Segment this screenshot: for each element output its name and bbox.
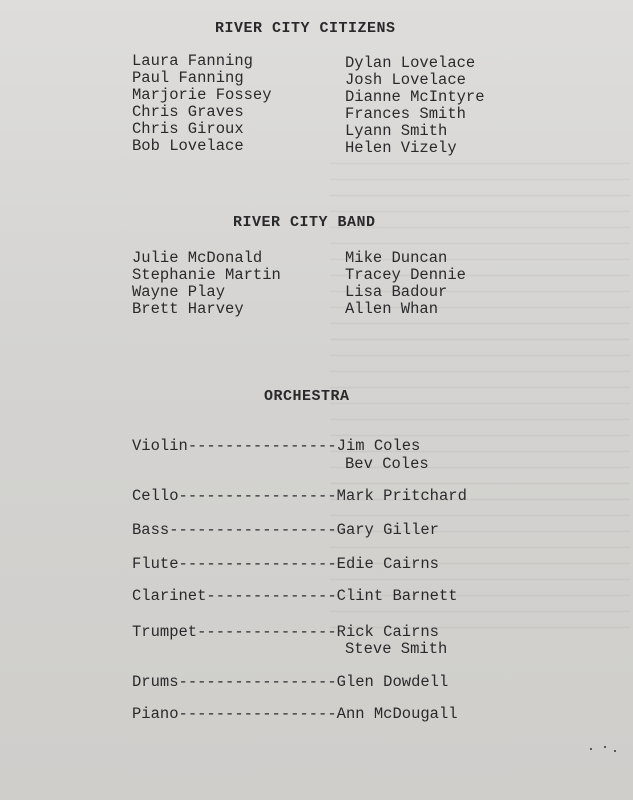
instrument-label: Flute	[132, 555, 179, 573]
player-name: Gary Giller	[336, 521, 439, 539]
player-name: Ann McDougall	[336, 705, 458, 723]
list-item: Mike Duncan	[345, 249, 448, 267]
orchestra-row-clarinet	[132, 588, 458, 605]
player-name-secondary: Bev Coles	[345, 455, 429, 473]
list-item: Laura Fanning	[132, 52, 253, 70]
paper-speck	[604, 746, 606, 748]
player-name: Glen Dowdell	[336, 673, 449, 691]
leader-dashes: ----------------	[187, 437, 337, 455]
player-name: Mark Pritchard	[336, 487, 467, 505]
list-item: Lisa Badour	[345, 283, 448, 301]
instrument-label: Violin	[132, 437, 188, 455]
instrument-label: Piano	[132, 705, 179, 723]
paper-speck	[614, 750, 616, 752]
list-item: Chris Giroux	[132, 120, 244, 138]
list-item: Stephanie Martin	[132, 266, 281, 284]
list-item: Bob Lovelace	[132, 137, 244, 155]
citizens-heading: RIVER CITY CITIZENS	[215, 20, 396, 37]
list-item: Dianne McIntyre	[345, 88, 485, 106]
list-item: Josh Lovelace	[345, 71, 466, 89]
list-item: Helen Vizely	[345, 139, 457, 157]
leader-dashes: ------------------	[169, 521, 337, 539]
orchestra-row-trumpet	[132, 624, 439, 641]
citizens-left-list	[132, 53, 272, 155]
orchestra-row-violin	[132, 438, 420, 455]
instrument-label: Cello	[132, 487, 179, 505]
leader-dashes: -----------------	[178, 555, 337, 573]
leader-dashes: --------------	[206, 587, 337, 605]
list-item: Marjorie Fossey	[132, 86, 272, 104]
leader-dashes: -----------------	[178, 487, 337, 505]
player-name: Clint Barnett	[336, 587, 458, 605]
list-item: Julie McDonald	[132, 249, 263, 267]
orchestra-row-cello	[132, 488, 467, 505]
list-item: Wayne Play	[132, 283, 226, 301]
band-left-list	[132, 250, 281, 318]
player-name: Jim Coles	[336, 437, 421, 455]
list-item: Dylan Lovelace	[345, 54, 476, 72]
player-name: Rick Cairns	[336, 623, 439, 641]
leader-dashes: -----------------	[178, 705, 337, 723]
orchestra-row-flute	[132, 556, 439, 573]
leader-dashes: -----------------	[178, 673, 337, 691]
orchestra-row-drums	[132, 674, 448, 691]
list-item: Lyann Smith	[345, 122, 448, 140]
list-item: Chris Graves	[132, 103, 244, 121]
orchestra-row-piano	[132, 706, 458, 723]
list-item: Brett Harvey	[132, 300, 244, 318]
instrument-label: Clarinet	[132, 587, 207, 605]
player-name: Edie Cairns	[336, 555, 439, 573]
orchestra-heading: ORCHESTRA	[264, 388, 350, 405]
list-item: Frances Smith	[345, 105, 466, 123]
list-item: Paul Fanning	[132, 69, 244, 87]
leader-dashes: ---------------	[197, 623, 337, 641]
instrument-label: Bass	[132, 521, 170, 539]
instrument-label: Trumpet	[132, 623, 198, 641]
player-name-secondary: Steve Smith	[345, 640, 448, 658]
band-right-list	[345, 250, 466, 318]
orchestra-row-bass	[132, 522, 439, 539]
paper-speck	[590, 748, 592, 750]
list-item: Allen Whan	[345, 300, 439, 318]
citizens-right-list	[345, 55, 485, 157]
instrument-label: Drums	[132, 673, 179, 691]
list-item: Tracey Dennie	[345, 266, 466, 284]
band-heading: RIVER CITY BAND	[233, 214, 376, 231]
